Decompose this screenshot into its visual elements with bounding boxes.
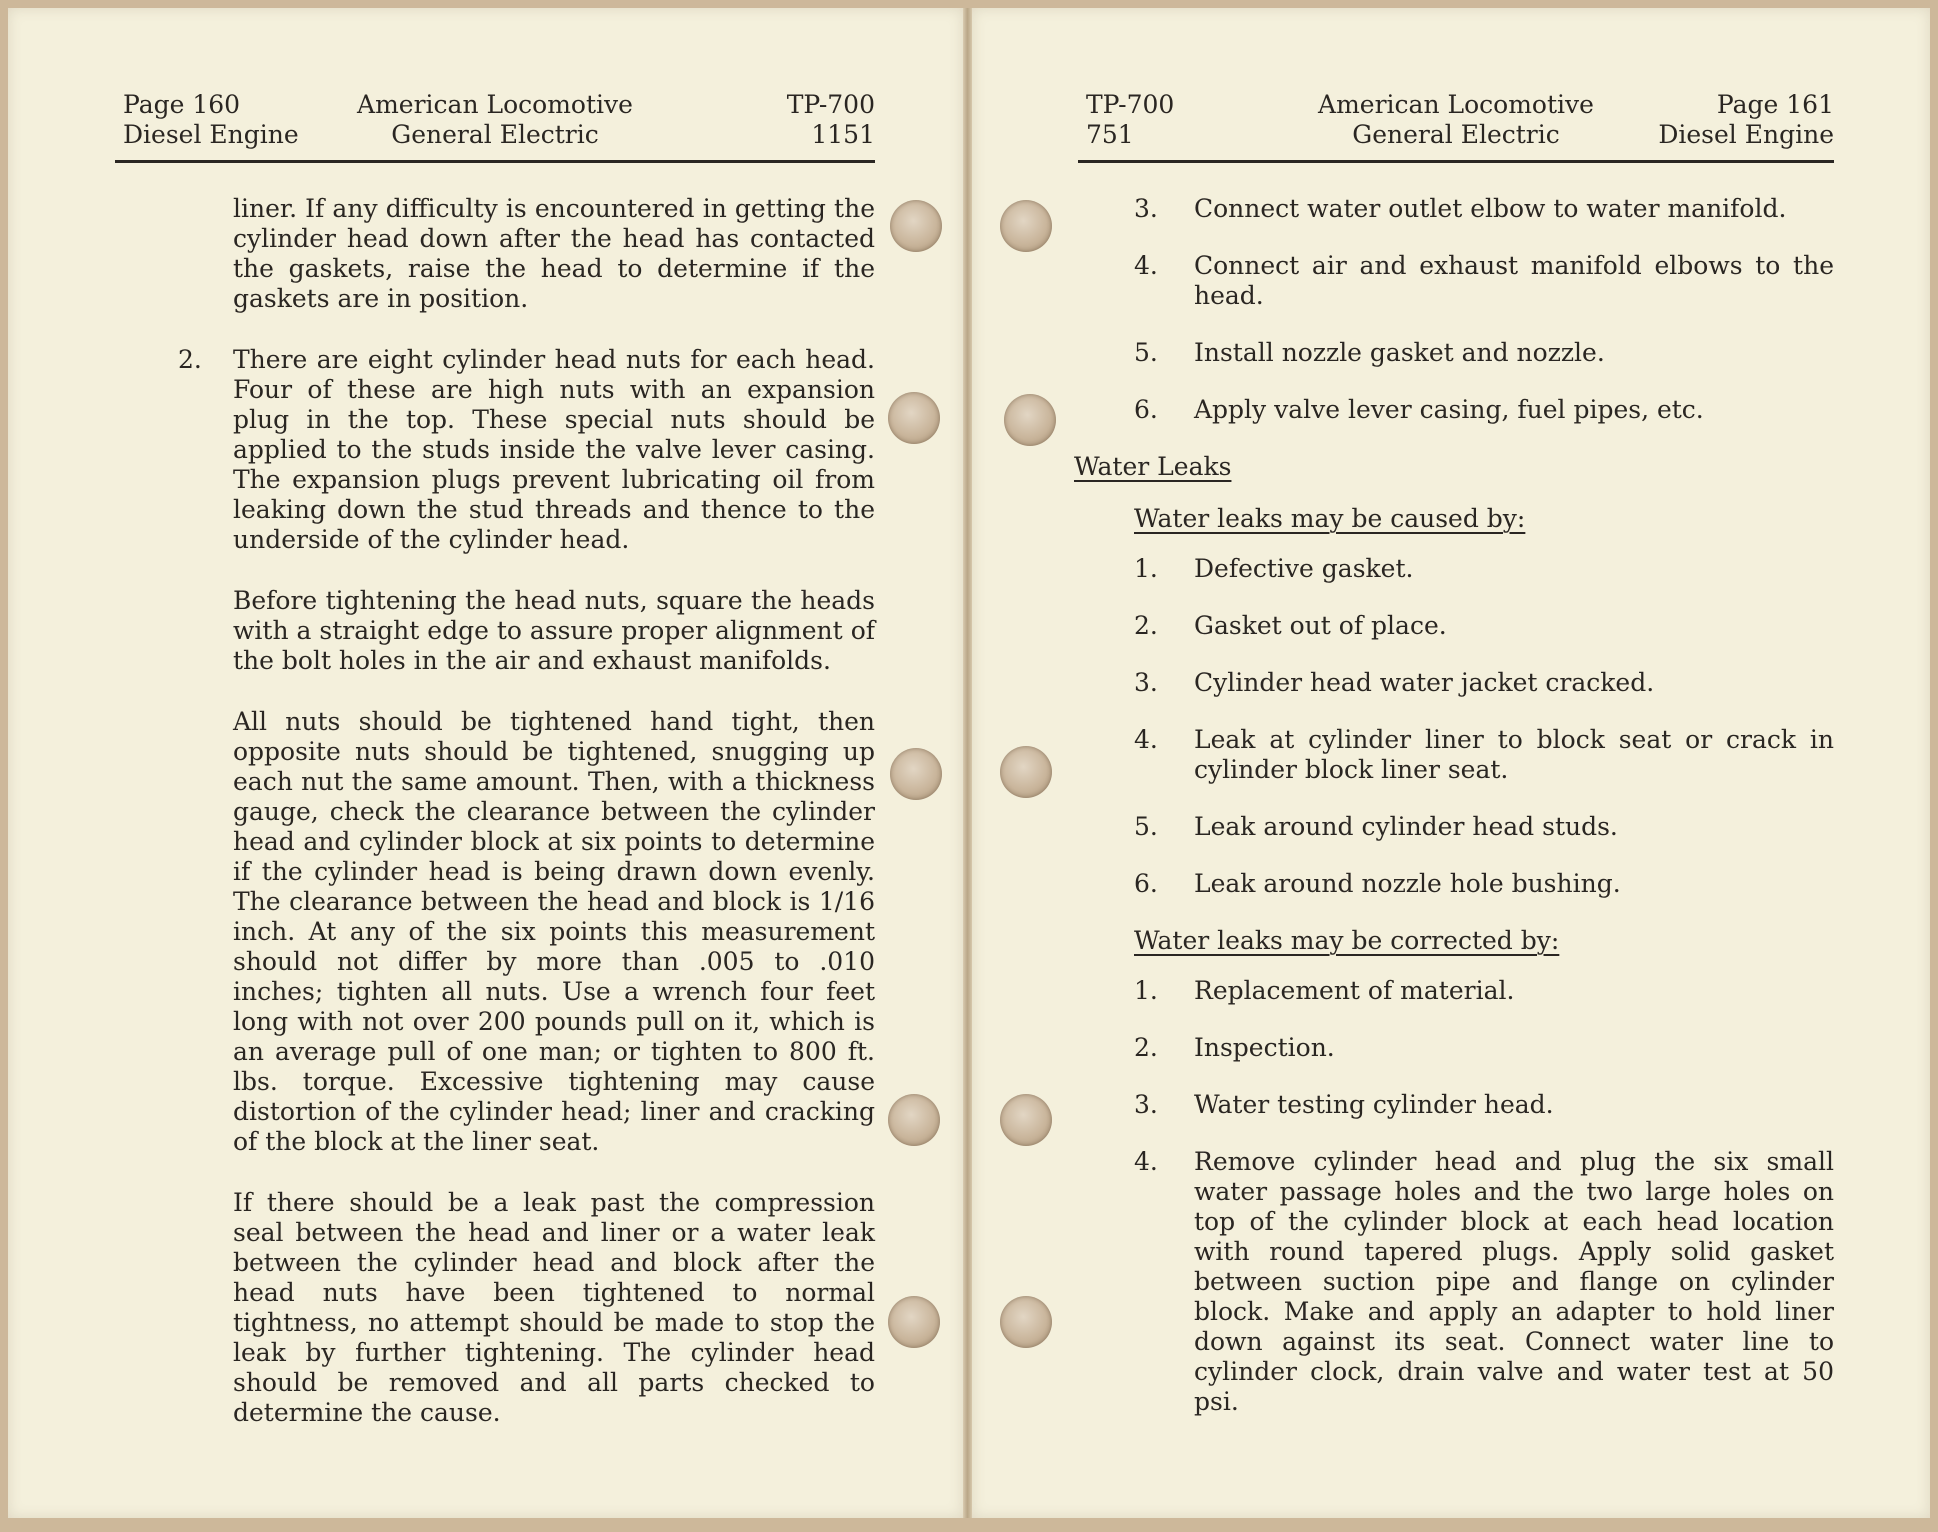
binder-hole bbox=[1000, 1094, 1052, 1146]
publisher-line-2: General Electric bbox=[1352, 120, 1560, 149]
list-item bbox=[1074, 812, 1834, 842]
item-number: 5. bbox=[1134, 812, 1158, 841]
binder-hole bbox=[1004, 394, 1056, 446]
right-page-content bbox=[1074, 194, 1834, 1444]
item-text: Connect air and exhaust manifold elbows to the head. bbox=[1194, 251, 1834, 310]
causes-list bbox=[1074, 554, 1834, 899]
paragraph-square-heads: Before tightening the head nuts, square the heads with a straight edge to assure proper alignment of the bolt holes in the air and exhaust manifolds. bbox=[233, 586, 875, 675]
numbered-item-2 bbox=[178, 345, 875, 555]
manual-title: Diesel Engine bbox=[1658, 120, 1834, 149]
document-number: 751 bbox=[1086, 120, 1134, 149]
list-item bbox=[1074, 976, 1834, 1006]
item-number: 4. bbox=[1134, 251, 1158, 280]
left-page bbox=[8, 8, 963, 1518]
list-item bbox=[1074, 554, 1834, 584]
item-text: Apply valve lever casing, fuel pipes, etc. bbox=[1194, 395, 1704, 424]
paragraph-liner: liner. If any difficulty is encountered in getting the cylinder head down after the head has contacted the gaskets, raise the head to determine if the gaskets are in position. bbox=[233, 194, 875, 313]
item-number: 1. bbox=[1134, 554, 1158, 583]
binder-hole bbox=[1000, 200, 1052, 252]
item-text: Install nozzle gasket and nozzle. bbox=[1194, 338, 1605, 367]
list-item bbox=[1074, 251, 1834, 311]
list-item bbox=[1074, 395, 1834, 425]
item-text: Cylinder head water jacket cracked. bbox=[1194, 668, 1655, 697]
item-text: Remove cylinder head and plug the six small water passage holes and the two large holes on top of the cylinder block at each head location with round tapered plugs. Apply solid gasket between suction pipe and flange on cylinder block. Make and apply an adapter to hold liner down against its seat. Connect water line to cylinder clock, drain valve and water test at 50 psi. bbox=[1194, 1147, 1834, 1416]
publisher-line-1: American Locomotive bbox=[1318, 90, 1594, 119]
left-page-header bbox=[115, 90, 875, 163]
book-gutter bbox=[963, 8, 972, 1518]
item-number: 1. bbox=[1134, 976, 1158, 1005]
left-header-right bbox=[787, 90, 875, 150]
item-number: 2. bbox=[1134, 1033, 1158, 1062]
item-text: Connect water outlet elbow to water manifold. bbox=[1194, 194, 1787, 223]
item-number: 6. bbox=[1134, 395, 1158, 424]
item-number: 3. bbox=[1134, 1090, 1158, 1119]
left-page-content bbox=[178, 194, 875, 1459]
left-header-center bbox=[115, 90, 875, 150]
list-item bbox=[1074, 725, 1834, 785]
list-item bbox=[1074, 668, 1834, 698]
steps-list bbox=[1074, 194, 1834, 425]
corrections-heading: Water leaks may be corrected by: bbox=[1134, 926, 1560, 955]
binder-hole bbox=[888, 1094, 940, 1146]
publisher-line-2: General Electric bbox=[391, 120, 599, 149]
list-item bbox=[1074, 611, 1834, 641]
binder-hole bbox=[890, 200, 942, 252]
item-number: 6. bbox=[1134, 869, 1158, 898]
right-header-right bbox=[1658, 90, 1834, 150]
item-number: 4. bbox=[1134, 1147, 1158, 1176]
list-item bbox=[1074, 338, 1834, 368]
right-page bbox=[972, 8, 1930, 1518]
list-item bbox=[1074, 194, 1834, 224]
item-text: Leak at cylinder liner to block seat or crack in cylinder block liner seat. bbox=[1194, 725, 1834, 784]
right-page-header bbox=[1078, 90, 1834, 163]
document-code: TP-700 bbox=[1086, 90, 1175, 119]
item-text: Gasket out of place. bbox=[1194, 611, 1447, 640]
binder-hole bbox=[888, 1296, 940, 1348]
item-text: Defective gasket. bbox=[1194, 554, 1414, 583]
item-text: Inspection. bbox=[1194, 1033, 1335, 1062]
binder-hole bbox=[1000, 746, 1052, 798]
item-text: Leak around nozzle hole bushing. bbox=[1194, 869, 1621, 898]
paragraph-leak: If there should be a leak past the compression seal between the head and liner or a water leak between the cylinder head and block after the head nuts have been tightened to normal tightness, no attempt should be made to stop the leak by further tightening. The cylinder head should be removed and all parts checked to determine the cause. bbox=[233, 1188, 875, 1427]
section-title: Water Leaks bbox=[1074, 452, 1232, 481]
binder-hole bbox=[1000, 1296, 1052, 1348]
list-item bbox=[1074, 1033, 1834, 1063]
corrections-list bbox=[1074, 976, 1834, 1417]
binder-hole bbox=[888, 392, 940, 444]
item-text: Water testing cylinder head. bbox=[1194, 1090, 1554, 1119]
item-text: Replacement of material. bbox=[1194, 976, 1515, 1005]
list-item bbox=[1074, 869, 1834, 899]
page-number: Page 160 bbox=[123, 90, 241, 119]
list-item bbox=[1074, 1147, 1834, 1417]
document-number: 1151 bbox=[811, 120, 875, 149]
item-text: Leak around cylinder head studs. bbox=[1194, 812, 1618, 841]
item-number: 4. bbox=[1134, 725, 1158, 754]
item-number: 2. bbox=[1134, 611, 1158, 640]
binder-hole bbox=[890, 748, 942, 800]
item-number: 5. bbox=[1134, 338, 1158, 367]
page-number: Page 161 bbox=[1716, 90, 1834, 119]
item-number: 3. bbox=[1134, 668, 1158, 697]
paragraph-tighten-nuts: All nuts should be tightened hand tight, then opposite nuts should be tightened, snugging up each nut the same amount. Then, with a thickness gauge, check the clearance between the cylinder head and cylinder block at six points to determine if the cylinder head is being drawn down evenly. The clearance between the head and block is 1/16 inch. At any of the six points this measurement should not differ by more than .005 to .010 inches; tighten all nuts. Use a wrench four feet long with not over 200 pounds pull on it, which is an average pull of one man; or tighten to 800 ft. lbs. torque. Excessive tightening may cause distortion of the cylinder head; liner and cracking of the block at the liner seat. bbox=[233, 707, 875, 1156]
document-code: TP-700 bbox=[786, 90, 875, 119]
causes-heading: Water leaks may be caused by: bbox=[1134, 504, 1526, 533]
item-number: 2. bbox=[178, 345, 202, 374]
manual-title: Diesel Engine bbox=[123, 120, 299, 149]
item-text: There are eight cylinder head nuts for each head. Four of these are high nuts with an expansion plug in the top. These special nuts should be applied to the studs inside the valve lever casing. The expansion plugs prevent lubricating oil from leaking down the stud threads and thence to the underside of the cylinder head. bbox=[233, 345, 875, 554]
list-item bbox=[1074, 1090, 1834, 1120]
item-number: 3. bbox=[1134, 194, 1158, 223]
publisher-line-1: American Locomotive bbox=[357, 90, 633, 119]
